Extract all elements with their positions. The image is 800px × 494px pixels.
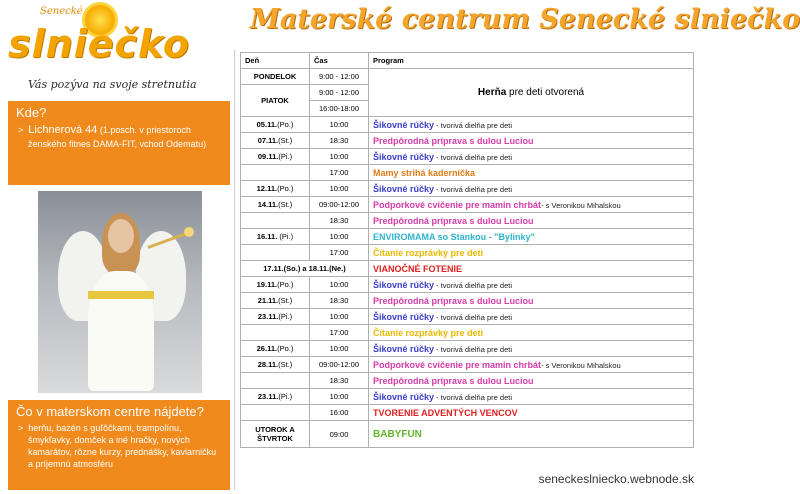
day-date: 23.11. <box>257 312 279 321</box>
program-cell <box>369 357 694 373</box>
table-row <box>241 293 694 309</box>
table-row <box>241 421 694 448</box>
day-cell <box>241 133 310 149</box>
dress <box>88 271 154 391</box>
angel-girl-photo <box>38 191 202 393</box>
program-title: TVORENIE ADVENTÝCH VENCOV <box>373 407 518 418</box>
program-title: Šikovné rúčky <box>373 151 435 162</box>
program-title: Predpôrodná príprava s dulou Luciou <box>373 295 534 306</box>
table-row <box>241 357 694 373</box>
program-cell <box>369 277 694 293</box>
header-day: Deň <box>241 53 310 69</box>
day-stvrtok: ŠTVRTOK <box>257 434 293 443</box>
program-subtitle: - tvorivá dielňa pre deti <box>434 392 512 402</box>
program-cell <box>369 229 694 245</box>
program-title: Šikovné rúčky <box>373 343 435 354</box>
day-cell <box>241 309 310 325</box>
offer-text-line: > herňu, bazén s guľôčkami, trampolínu, šmykľavky, domček a iné hračky, nových kamarátov, rôzne kurzy, prednášky, kaviarničku a príjemnú atmosféru <box>18 423 217 470</box>
day-date: 09.11. <box>257 152 279 161</box>
day-cell <box>241 421 310 448</box>
day-piatok: PIATOK <box>261 96 289 105</box>
time-cell: 09:00-12:00 <box>310 197 369 213</box>
program-cell <box>369 213 694 229</box>
offer-box <box>8 400 230 490</box>
herna-bold: Herňa <box>477 87 507 98</box>
day-date: 21.11. <box>257 296 279 305</box>
table-row <box>241 149 694 165</box>
time-cell: 10:00 <box>310 309 369 325</box>
time-cell: 9:00 - 12:00 <box>310 69 369 85</box>
day-of-week: (Pi.) <box>278 392 293 401</box>
program-title: Predpôrodná príprava s dulou Luciou <box>373 135 534 146</box>
table-row <box>241 69 694 85</box>
program-title: Čítanie rozprávky pre deti <box>373 327 484 338</box>
day-date: 16.11. <box>256 232 278 241</box>
offer-heading: Čo v materskom centre nájdete? <box>16 404 204 419</box>
program-title: Šikovné rúčky <box>373 183 435 194</box>
day-date: 07.11. <box>257 136 279 145</box>
program-title: Podporkové cvičenie pre mamin chrbát <box>373 359 542 370</box>
time-cell: 10:00 <box>310 229 369 245</box>
location-box <box>8 101 230 185</box>
program-cell <box>369 421 694 448</box>
day-date: 26.11. <box>256 344 278 353</box>
program-cell <box>369 165 694 181</box>
table-row <box>241 213 694 229</box>
program-subtitle: - tvorivá dielňa pre deti <box>434 184 512 194</box>
head <box>108 219 134 253</box>
program-subtitle: - tvorivá dielňa pre deti <box>434 280 512 290</box>
day-cell <box>241 357 310 373</box>
location-heading: Kde? <box>16 105 47 120</box>
header-program: Program <box>369 53 694 69</box>
day-of-week: (St.) <box>278 360 293 369</box>
day-cell <box>241 325 310 341</box>
program-cell <box>369 405 694 421</box>
table-header-row <box>241 53 694 69</box>
table-row <box>241 181 694 197</box>
program-cell <box>369 341 694 357</box>
time-cell: 17:00 <box>310 325 369 341</box>
offer-text: herňu, bazén s guľôčkami, trampolínu, šmykľavky, domček a iné hračky, nových kamarátov, rôzne kurzy, prednášky, kaviarničku a príjemnú atmosféru <box>28 423 217 470</box>
time-cell: 10:00 <box>310 181 369 197</box>
time-cell: 10:00 <box>310 117 369 133</box>
time-cell: 09:00 <box>310 421 369 448</box>
program-cell <box>369 149 694 165</box>
program-title: Šikovné rúčky <box>373 311 435 322</box>
table-row <box>241 245 694 261</box>
program-cell <box>369 133 694 149</box>
day-cell <box>241 405 310 421</box>
program-title: ENVIROMAMA so Stankou - "Bylinky" <box>373 231 535 242</box>
time-cell: 10:00 <box>310 341 369 357</box>
logo: slniečko <box>8 22 191 66</box>
day-cell <box>241 213 310 229</box>
program-subtitle: - s Veronikou Mihalskou <box>541 200 621 210</box>
program-cell <box>369 181 694 197</box>
day-cell <box>241 389 310 405</box>
day-of-week: (Po.) <box>277 120 294 129</box>
program-cell <box>369 325 694 341</box>
time-cell: 9:00 - 12:00 <box>310 85 369 101</box>
program-cell <box>369 261 694 277</box>
logo-small-text: Senecké <box>40 6 83 17</box>
time-cell: 16:00-18:00 <box>310 101 369 117</box>
day-date: 14.11. <box>257 200 279 209</box>
day-of-week: (Pi.) <box>278 312 293 321</box>
table-row <box>241 133 694 149</box>
program-cell <box>369 293 694 309</box>
day-cell <box>241 117 310 133</box>
day-of-week: (Po.) <box>277 184 294 193</box>
program-cell <box>369 389 694 405</box>
location-address: > Lichnerová 44 (1.posch. v priestoroch ženského fitnes DAMA-FIT, vchod Odematu) <box>18 124 207 149</box>
program-cell <box>369 373 694 389</box>
day-date: 19.11. <box>256 280 278 289</box>
table-row <box>241 405 694 421</box>
day-date: 17.11.(So.) a 18.11.(Ne.) <box>263 264 346 273</box>
address-detail: (1.posch. v priestoroch ženského fitnes DAMA-FIT, vchod Odematu) <box>28 125 207 149</box>
day-of-week: (St.) <box>278 200 293 209</box>
program-title: Šikovné rúčky <box>373 391 435 402</box>
time-cell: 17:00 <box>310 165 369 181</box>
divider <box>234 50 235 490</box>
day-date: 23.11. <box>257 392 279 401</box>
table-row <box>241 277 694 293</box>
program-title: Čítanie rozprávky pre deti <box>373 247 484 258</box>
table-row <box>241 229 694 245</box>
day-of-week: (Po.) <box>277 344 294 353</box>
time-cell: 17:00 <box>310 245 369 261</box>
sash <box>88 291 154 299</box>
table-row <box>241 117 694 133</box>
table-row <box>241 261 694 277</box>
table-row <box>241 165 694 181</box>
time-cell: 10:00 <box>310 149 369 165</box>
program-cell <box>369 309 694 325</box>
program-title: Predpôrodná príprava s dulou Luciou <box>373 215 534 226</box>
time-cell: 10:00 <box>310 277 369 293</box>
program-cell <box>369 197 694 213</box>
tagline: Vás pozýva na svoje stretnutia <box>28 78 197 91</box>
program-title: VIANOČNÉ FOTENIE <box>373 263 463 274</box>
day-of-week: (St.) <box>278 296 293 305</box>
table-row <box>241 341 694 357</box>
time-cell: 18:30 <box>310 293 369 309</box>
program-subtitle: - tvorivá dielňa pre deti <box>434 152 512 162</box>
program-title: Šikovné rúčky <box>373 279 435 290</box>
program-cell <box>369 245 694 261</box>
table-row <box>241 373 694 389</box>
footer-url[interactable]: seneckeslniecko.webnode.sk <box>538 472 694 486</box>
day-cell <box>241 149 310 165</box>
day-date: 12.11. <box>256 184 278 193</box>
time-cell: 18:30 <box>310 373 369 389</box>
day-of-week: (St.) <box>278 136 293 145</box>
day-cell <box>241 85 310 117</box>
program-subtitle: - tvorivá dielňa pre deti <box>434 344 512 354</box>
table-row <box>241 389 694 405</box>
time-cell: 10:00 <box>310 389 369 405</box>
program-subtitle: - tvorivá dielňa pre deti <box>434 120 512 130</box>
page-title: Materské centrum Senecké slniečko <box>250 4 800 35</box>
program-title: Predpôrodná príprava s dulou Luciou <box>373 375 534 386</box>
day-cell <box>241 69 310 85</box>
day-date: 05.11. <box>256 120 278 129</box>
table-row <box>241 325 694 341</box>
program-title: BABYFUN <box>373 428 422 440</box>
day-cell <box>241 245 310 261</box>
program-cell <box>369 117 694 133</box>
time-cell: 18:30 <box>310 213 369 229</box>
program-subtitle: - s Veronikou Mihalskou <box>541 360 621 370</box>
day-date: 28.11. <box>257 360 279 369</box>
day-pondelok: PONDELOK <box>253 72 297 81</box>
day-of-week: (Pi.) <box>277 232 294 241</box>
day-cell <box>241 277 310 293</box>
day-cell <box>241 165 310 181</box>
schedule-table <box>240 52 694 448</box>
day-cell <box>241 197 310 213</box>
program-title: Šikovné rúčky <box>373 119 435 130</box>
day-of-week: (Po.) <box>277 280 294 289</box>
program-title: Mamy strihá kaderníčka <box>373 167 476 178</box>
day-cell <box>241 261 369 277</box>
day-cell <box>241 181 310 197</box>
table-row <box>241 197 694 213</box>
day-cell <box>241 293 310 309</box>
left-panel <box>0 0 232 494</box>
address-street: Lichnerová 44 <box>28 124 98 136</box>
program-title: Podporkové cvičenie pre mamin chrbát <box>373 199 542 210</box>
herna-rest: pre deti otvorená <box>506 87 585 98</box>
day-utorok: UTOROK A <box>255 425 295 434</box>
sparkle-icon <box>184 227 194 237</box>
day-cell <box>241 229 310 245</box>
time-cell: 16:00 <box>310 405 369 421</box>
day-cell <box>241 373 310 389</box>
time-cell: 09:00-12:00 <box>310 357 369 373</box>
program-subtitle: - tvorivá dielňa pre deti <box>434 312 512 322</box>
table-row <box>241 309 694 325</box>
day-of-week: (Pi.) <box>278 152 293 161</box>
day-cell <box>241 341 310 357</box>
herna-cell <box>369 69 694 117</box>
time-cell: 18:30 <box>310 133 369 149</box>
header-time: Čas <box>310 53 369 69</box>
